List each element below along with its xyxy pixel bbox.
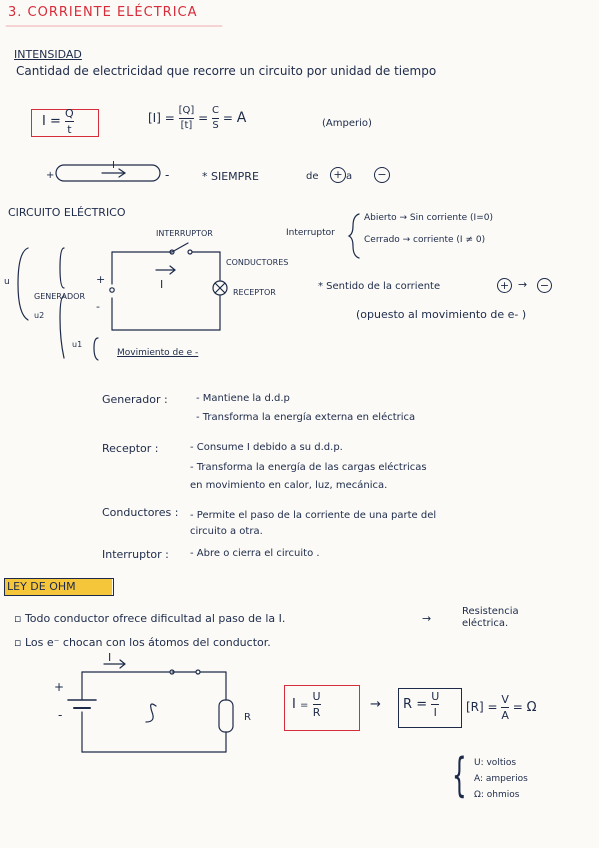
definition-line: en movimiento en calor, luz, mecánica. — [190, 480, 388, 491]
definition-line: circuito a otra. — [190, 526, 263, 537]
section-title: 3. CORRIENTE ELÉCTRICA — [8, 5, 198, 20]
generator-terminal — [110, 288, 114, 292]
ohm-heading: LEY DE OHM — [4, 578, 114, 596]
opuesto-note: (opuesto al movimiento de e- ) — [356, 308, 527, 321]
battery-plus: + — [46, 170, 55, 181]
ohm-bullet-1: ▫ Todo conductor ofrece dificultad al paso de la I. — [14, 612, 286, 625]
u-label: u — [4, 277, 10, 287]
legend-item: Ω: ohmios — [474, 790, 520, 800]
u2-label: u2 — [34, 311, 45, 320]
ohm-implies-arrow: → — [370, 697, 381, 712]
ohm-loop-arrow — [146, 704, 156, 722]
ohm-formula: I = $\frac{U}{R}$ — [292, 690, 321, 719]
resistance-formula: R = $\frac{U}{I}$ — [403, 690, 440, 719]
legend-item: A: amperios — [474, 774, 528, 784]
definition-line: - Transforma la energía de las cargas eléctricas — [190, 462, 427, 473]
battery-current-label: I — [112, 160, 115, 171]
receptor-label: RECEPTOR — [233, 288, 276, 297]
ohm-plus: + — [54, 680, 65, 694]
ohm-arrow: → — [422, 612, 432, 625]
resistance-units: [R] = $\frac{V}{A}$ = Ω — [466, 693, 537, 722]
intensidad-heading: INTENSIDAD — [14, 48, 82, 61]
intensidad-definition: Cantidad de electricidad que recorre un circuito por unidad de tiempo — [16, 64, 437, 78]
generator-minus: - — [96, 300, 100, 313]
resistor-label: R — [244, 712, 251, 723]
definition-line: - Transforma la energía externa en eléctrica — [196, 412, 416, 423]
movimiento-label: Movimiento de e - — [117, 348, 199, 358]
conductores-label: CONDUCTORES — [226, 258, 289, 267]
always-a: a — [346, 171, 353, 182]
always-from: de — [306, 171, 319, 182]
ohm-minus: - — [58, 708, 63, 722]
switch-lever — [172, 243, 188, 252]
resistencia-note: Resistencia eléctrica. — [462, 606, 519, 629]
amperio-label: (Amperio) — [322, 118, 372, 129]
interruptor-label: INTERRUPTOR — [156, 229, 213, 238]
definition-line: - Consume I debido a su d.d.p. — [190, 442, 343, 453]
definition-line: - Permite el paso de la corriente de una parte del — [190, 510, 437, 521]
abierto-note: Abierto → Sin corriente (I=0) — [364, 213, 493, 223]
definition-term: Conductores : — [102, 506, 179, 519]
u2-brace — [60, 296, 64, 358]
legend-item: U: voltios — [474, 758, 517, 768]
generador-label: GENERADOR — [34, 292, 86, 301]
plus-circle-icon: + — [330, 167, 346, 183]
cerrado-note: Cerrado → corriente (I ≠ 0) — [364, 235, 486, 245]
definition-line: - Abre o cierra el circuito . — [190, 548, 320, 559]
circuit-current-label: I — [160, 278, 164, 291]
u1-label: u1 — [72, 340, 83, 349]
interruptor-brace — [349, 214, 359, 258]
battery-minus: - — [165, 168, 170, 182]
ohm-bullet-2: ▫ Los e⁻ chocan con los átomos del conductor. — [14, 636, 271, 649]
ohm-current-label: I — [108, 651, 112, 664]
definition-term: Receptor : — [102, 442, 159, 455]
circuito-heading: CIRCUITO ELÉCTRICO — [8, 206, 126, 219]
u-brace — [18, 248, 28, 320]
u-brace-upper — [60, 248, 64, 288]
always-note: * SIEMPRE — [202, 170, 259, 183]
intensity-formula: I = $\frac{Q}{t}$ — [42, 107, 74, 136]
ohm-resistor — [219, 700, 233, 732]
definition-term: Generador : — [102, 393, 168, 406]
definition-line: - Mantiene la d.d.p — [196, 393, 290, 404]
minus-circle-icon: − — [374, 167, 390, 183]
interruptor-note-label: Interruptor — [286, 228, 335, 238]
u1-brace — [94, 338, 98, 360]
generator-plus: + — [96, 273, 106, 286]
plus-circle-icon: + — [497, 278, 512, 293]
minus-circle-icon: − — [537, 278, 552, 293]
sentido-note: * Sentido de la corriente — [318, 281, 441, 292]
sentido-arrow: → — [518, 278, 528, 291]
intensity-units: [I] = $\frac{[Q]}{[t]}$ = $\frac{C}{S}$ = A — [148, 105, 247, 131]
legend-brace: { — [452, 748, 467, 802]
definition-term: Interruptor : — [102, 548, 169, 561]
